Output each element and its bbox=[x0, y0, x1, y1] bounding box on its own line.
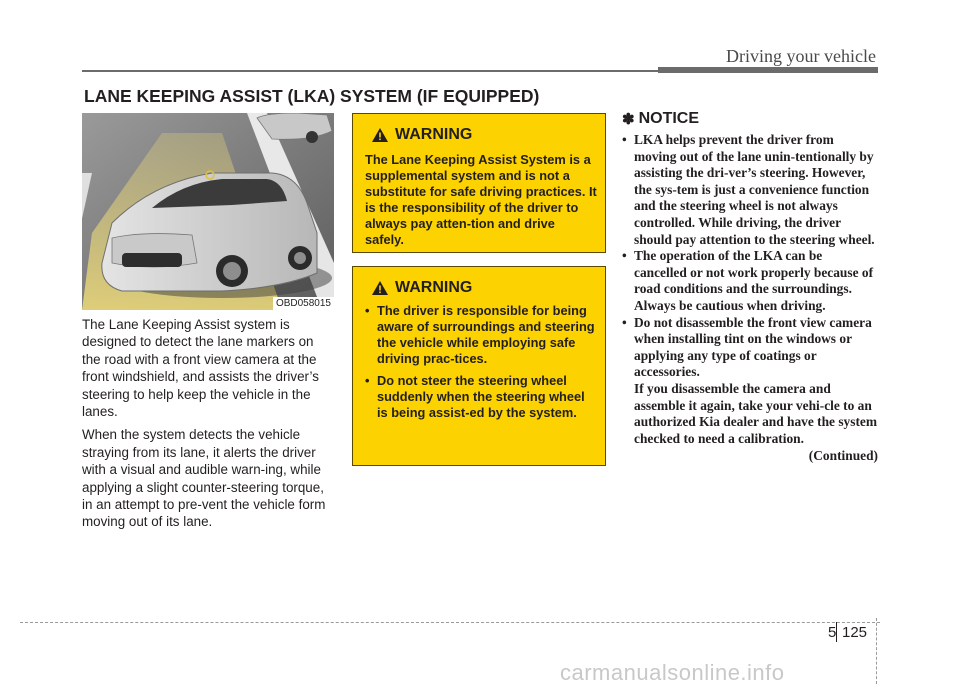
notice-header bbox=[622, 110, 878, 128]
notice-item-text: The operation of the LKA can be cancelled or not work properly because of road conditions and the surroundings. Always be cautious when driving. bbox=[634, 248, 874, 313]
warning-header bbox=[371, 126, 472, 144]
bullet: • bbox=[622, 314, 627, 330]
notice-item-text: Do not disassemble the front view camera when installing tint on the windows or applying any type of coatings or accessories. bbox=[634, 314, 872, 380]
notice-item bbox=[622, 132, 878, 248]
notice-item-text: If you disassemble the camera and assemble it again, take your vehi-cle to an authorized Kia dealer and have the system checked to need a calibration. bbox=[634, 380, 878, 446]
warning-item bbox=[365, 303, 597, 367]
warning-header bbox=[371, 279, 472, 297]
warning-triangle-icon bbox=[371, 127, 389, 143]
page-number: 125 bbox=[842, 624, 868, 641]
warning-box-1 bbox=[352, 113, 606, 253]
body-paragraph-1: The Lane Keeping Assist system is designed to detect the lane markers on the road with a front view camera at the front windshield, and assists the driver’s steering to help keep the vehicle in the lanes. bbox=[82, 317, 319, 420]
warning-box-2 bbox=[352, 266, 606, 466]
lka-illustration bbox=[82, 113, 334, 310]
warning-title: WARNING bbox=[395, 279, 473, 296]
continued-label: (Continued) bbox=[808, 448, 878, 464]
notice-item-text: LKA helps prevent the driver from moving out of the lane unin-tentionally by assisting the dri-ver’s steering. However, the sys-tem is just a convenience function and the steering wheel is not always controlled. While driving, the driver should pay attention to the steering wheel. bbox=[634, 132, 875, 247]
notice-item bbox=[622, 248, 878, 314]
page-number-divider bbox=[836, 622, 837, 642]
bullet: • bbox=[365, 303, 370, 318]
warning-item-text: Do not steer the steering wheel suddenly when the steering wheel is being assist-ed by the system. bbox=[377, 373, 585, 420]
page-heading: LANE KEEPING ASSIST (LKA) SYSTEM (IF EQUIPPED) bbox=[84, 86, 540, 106]
notice-title: NOTICE bbox=[638, 110, 700, 127]
footer-vertical-rule bbox=[876, 618, 877, 684]
body-paragraph-2: When the system detects the vehicle straying from its lane, it alerts the driver with a visual and audible warn-ing, while applying a slight counter-steering torque, in an attempt to pre-vent the vehicle form moving out of its lane. bbox=[82, 427, 326, 530]
chapter-number: 5 bbox=[828, 624, 837, 641]
section-title: Driving your vehicle bbox=[726, 46, 876, 66]
watermark: carmanualsonline.info bbox=[560, 660, 785, 685]
bullet: • bbox=[622, 132, 627, 147]
bullet: • bbox=[365, 373, 370, 388]
header-rule-accent bbox=[658, 67, 878, 73]
notice-section bbox=[622, 110, 878, 465]
notice-asterisk-icon: ✽ bbox=[622, 111, 635, 128]
bullet: • bbox=[622, 248, 627, 264]
figure-code: OBD058015 bbox=[273, 297, 334, 310]
warning-title: WARNING bbox=[395, 126, 473, 143]
header-rule bbox=[82, 70, 658, 72]
warning-triangle-icon bbox=[371, 280, 389, 296]
footer-rule bbox=[20, 622, 880, 623]
notice-item bbox=[622, 315, 878, 448]
body-text bbox=[82, 316, 334, 537]
warning-item bbox=[365, 373, 597, 421]
warning-text: The Lane Keeping Assist System is a supplemental system and is not a substitute for safe driving practices. It is the responsibility of the driver to always pay atten-tion and drive safely. bbox=[365, 152, 597, 247]
warning-list bbox=[365, 303, 597, 427]
warning-item-text: The driver is responsible for being aware of surroundings and steering the vehicle while employing safe driving prac-tices. bbox=[377, 303, 595, 366]
